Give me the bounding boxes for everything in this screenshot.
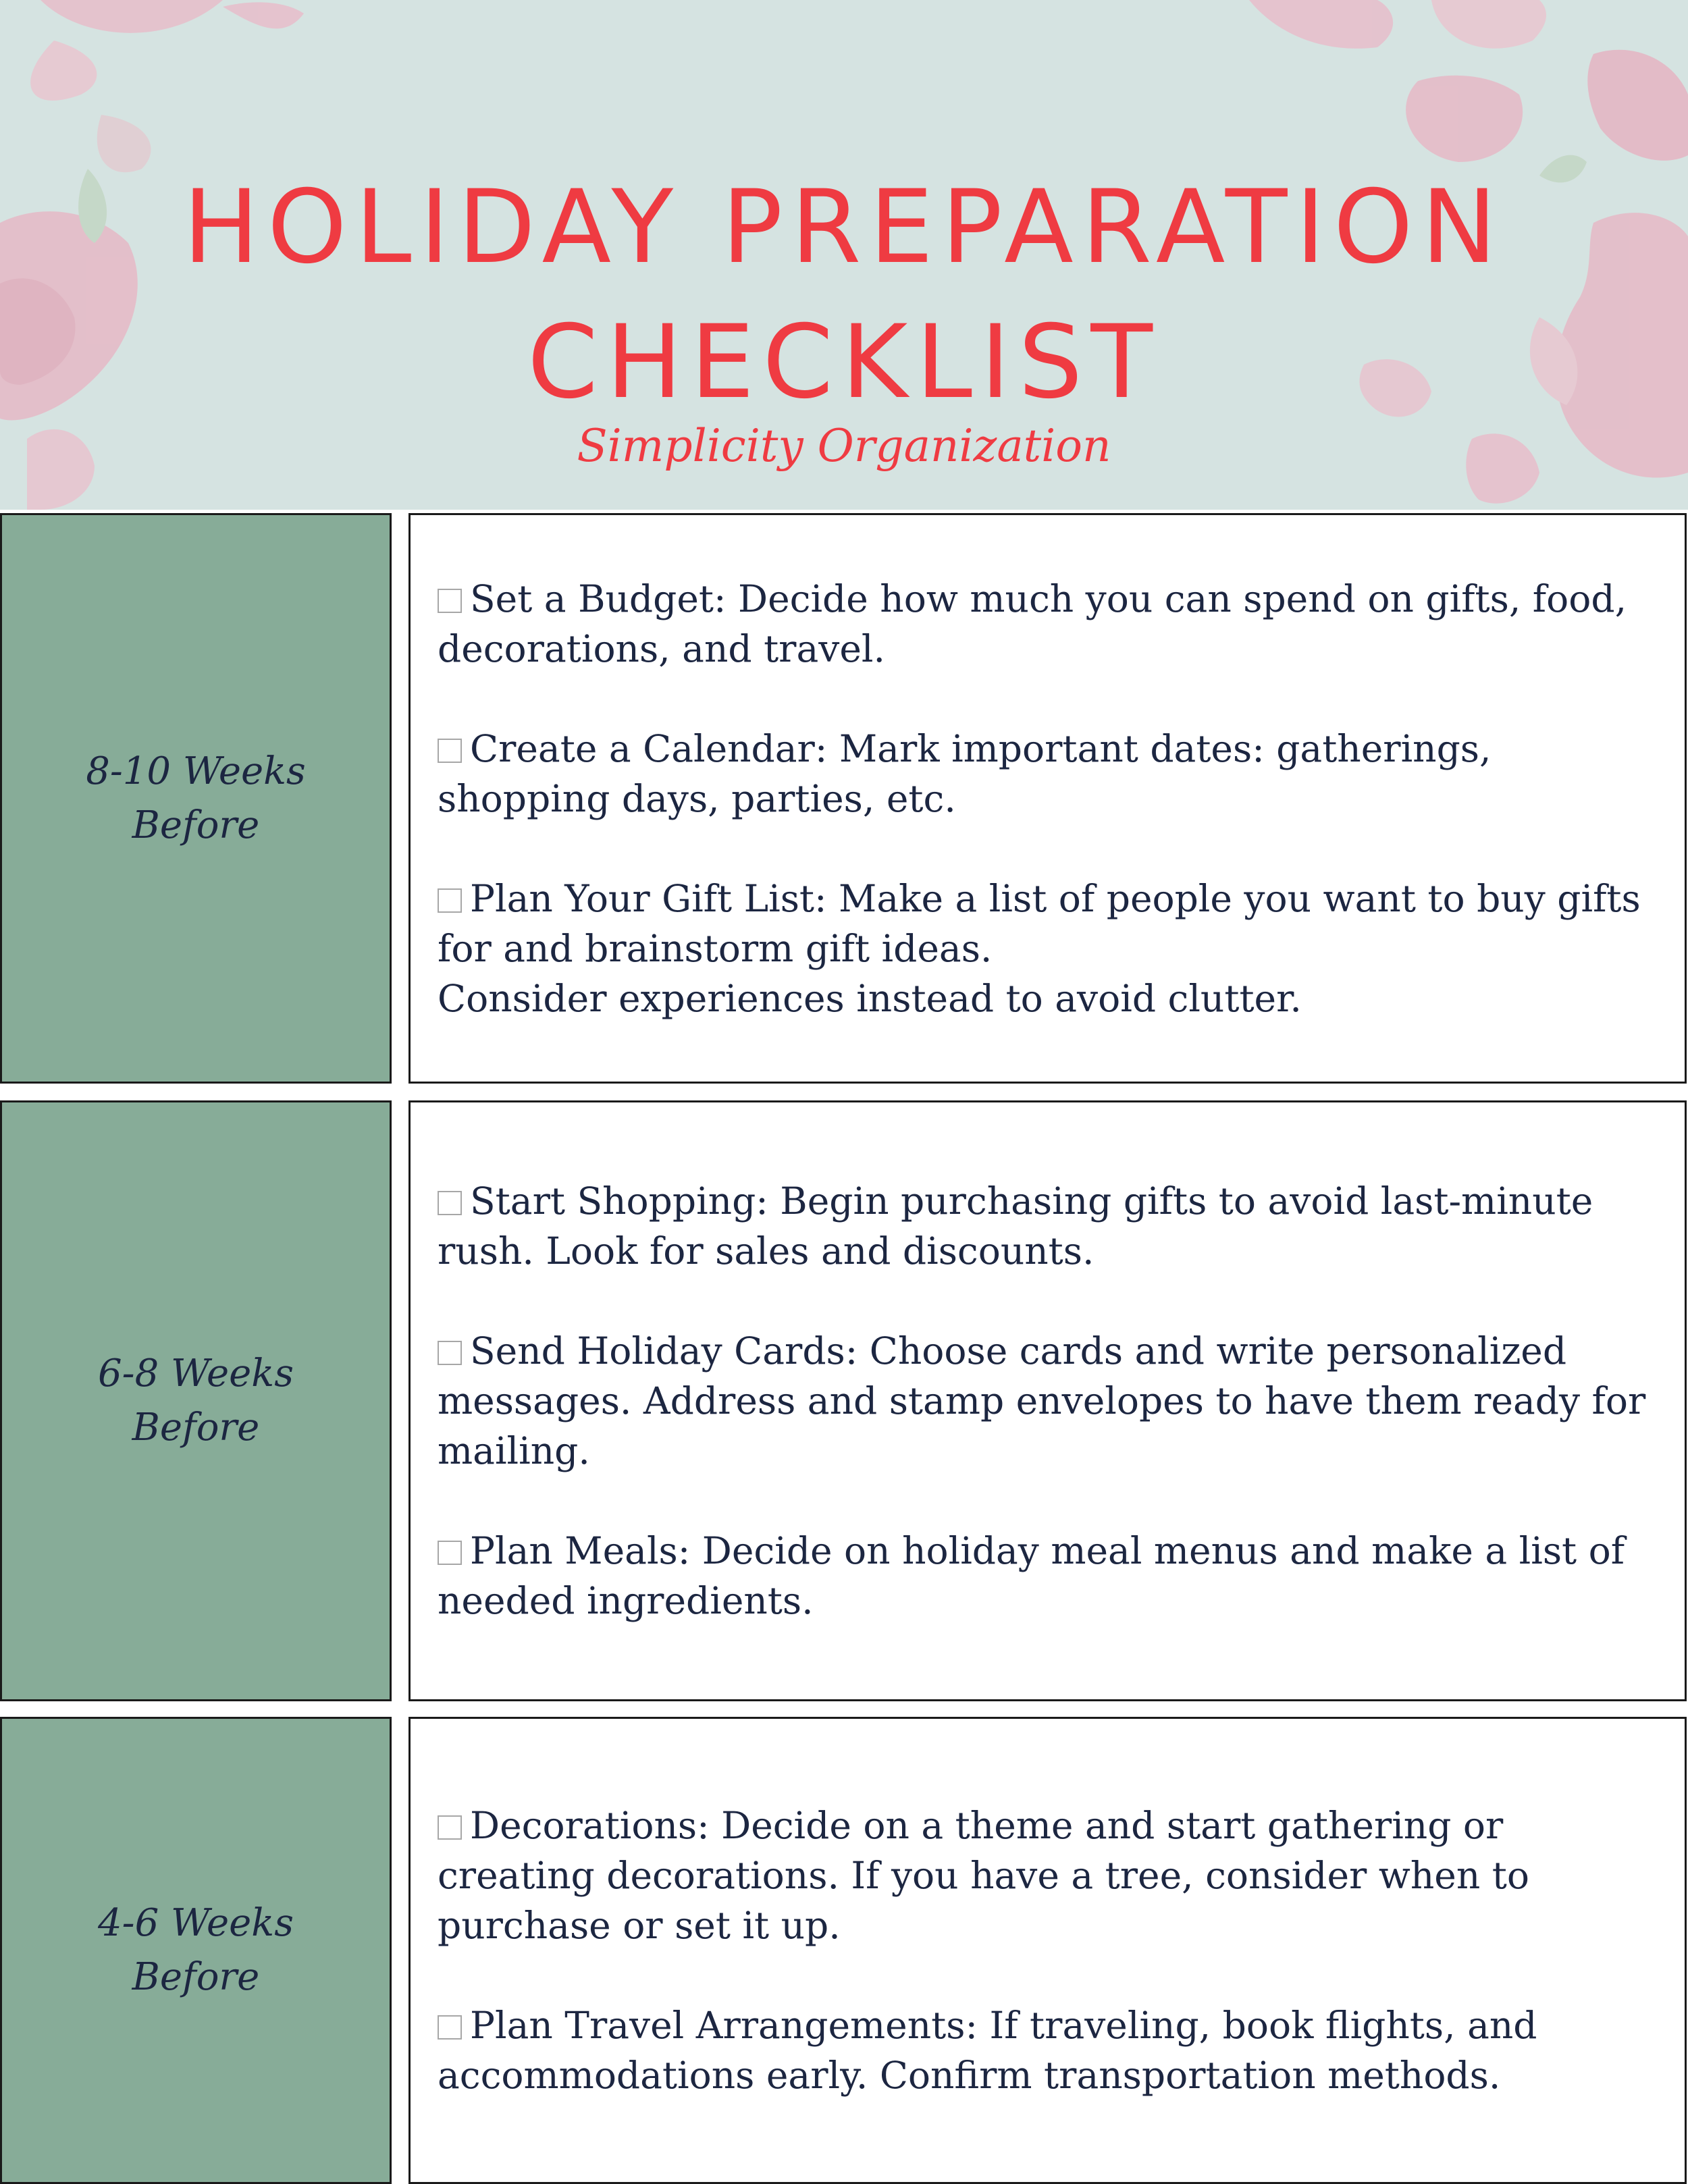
page-subtitle: Simplicity Organization [577, 420, 1111, 472]
checkbox[interactable] [438, 1191, 462, 1215]
section-label-text: 6-8 Weeks Before [98, 1352, 294, 1449]
section-label-4-6-weeks [0, 1717, 392, 2184]
checklist-item [438, 724, 1658, 824]
checklist-item-text: Plan Your Gift List: Make a list of people you want to buy gifts for and brainstorm gift ideas. [438, 876, 1641, 970]
page-title-line-2: CHECKLIST [527, 304, 1161, 421]
checklist-item [438, 1326, 1658, 1476]
checklist-item-text: Send Holiday Cards: Choose cards and write personalized messages. Address and stamp envelopes to have them ready for mailing. [438, 1329, 1646, 1472]
checklist-item-text: Set a Budget: Decide how much you can spend on gifts, food, decorations, and travel. [438, 577, 1627, 670]
section-label-8-10-weeks [0, 513, 392, 1084]
section-label-6-8-weeks [0, 1100, 392, 1701]
checklist-item [438, 574, 1658, 674]
checklist-item [438, 2000, 1658, 2100]
checklist-item-note: Consider experiences instead to avoid clutter. [438, 976, 1302, 1020]
checklist-item [438, 1176, 1658, 1276]
section-label-text: 4-6 Weeks Before [98, 1901, 294, 1999]
section-checklist-8-10-weeks [408, 513, 1687, 1084]
checkbox[interactable] [438, 1541, 462, 1565]
checkbox[interactable] [438, 589, 462, 613]
checklist-item-text: Plan Travel Arrangements: If traveling, book flights, and accommodations early. Confirm transportation methods. [438, 2004, 1537, 2097]
checklist-item-text: Create a Calendar: Mark important dates: gatherings, shopping days, parties, etc. [438, 726, 1492, 820]
section-checklist-6-8-weeks [408, 1100, 1687, 1701]
checkbox[interactable] [438, 2015, 462, 2040]
checklist-item-text: Start Shopping: Begin purchasing gifts to avoid last-minute rush. Look for sales and discounts. [438, 1179, 1593, 1273]
checklist-item [438, 1801, 1658, 1950]
checkbox[interactable] [438, 888, 462, 913]
section-label-text: 8-10 Weeks Before [86, 749, 306, 847]
checklist-item-text: Decorations: Decide on a theme and start gathering or creating decorations. If you have a tree, consider when to purchase or set it up. [438, 1804, 1529, 1947]
checklist-item-text: Plan Meals: Decide on holiday meal menus and make a list of needed ingredients. [438, 1529, 1625, 1622]
page-title-line-1: HOLIDAY PREPARATION [183, 169, 1505, 286]
page-header [0, 0, 1688, 510]
checkbox[interactable] [438, 739, 462, 763]
section-checklist-4-6-weeks [408, 1717, 1687, 2184]
checkbox[interactable] [438, 1815, 462, 1840]
checklist-item [438, 1526, 1658, 1626]
checkbox[interactable] [438, 1341, 462, 1365]
checklist-item [438, 874, 1658, 1023]
